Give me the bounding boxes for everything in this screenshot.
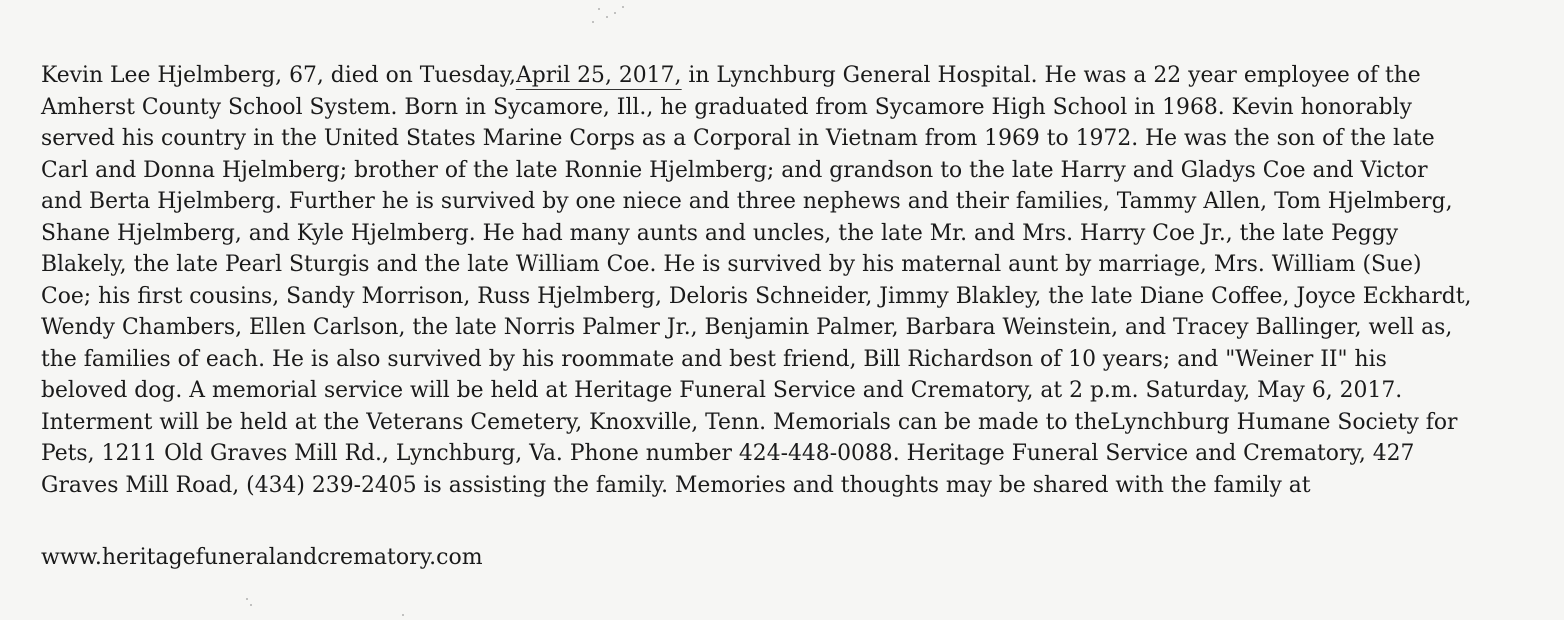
obituary-line: the families of each. He is also survived by his roommate and best friend, Bill Richardson of 10 years; and "Weiner II" his: [41, 346, 1387, 372]
obituary-line-start: Kevin Lee Hjelmberg, 67, died on Tuesday,: [41, 63, 516, 88]
scan-speck: [592, 21, 594, 23]
obituary-line: Wendy Chambers, Ellen Carlson, the late Norris Palmer Jr., Benjamin Palmer, Barbara Weinstein, and Tracey Ballinger, well as,: [41, 315, 1453, 340]
scan-speck: [250, 604, 252, 606]
obituary-line: Pets, 1211 Old Graves Mill Rd., Lynchburg, Va. Phone number 424-448-0088. Heritage Funeral Service and Crematory, 427: [41, 441, 1415, 466]
obituary-line: Coe; his first cousins, Sandy Morrison, Russ Hjelmberg, Deloris Schneider, Jimmy Blakley, the late Diane Coffee, Joyce Eckhardt,: [41, 283, 1472, 309]
obituary-line: Amherst County School System. Born in Sycamore, Ill., he graduated from Sycamore High School in 1968. Kevin honorably: [41, 94, 1412, 120]
cut-off-line: [41, 534, 741, 570]
obituary-line-end: in Lynchburg General Hospital. He was a 22 year employee of the: [681, 63, 1421, 88]
scan-speck: [606, 16, 608, 18]
cut-off-line-text: www.heritagefuneralandcrematory.com: [41, 545, 483, 570]
obituary-line: [41, 60, 1531, 92]
obituary-line: Interment will be held at the Veterans Cemetery, Knoxville, Tenn. Memorials can be made to theLynchburg Humane Society for: [41, 409, 1458, 435]
scan-speck: [246, 598, 248, 600]
obituary-line: Carl and Donna Hjelmberg; brother of the late Ronnie Hjelmberg; and grandson to the late Harry and Gladys Coe and Victor: [41, 157, 1428, 183]
underlined-date: April 25, 2017,: [515, 63, 682, 88]
obituary-line: served his country in the United States Marine Corps as a Corporal in Vietnam from 1969 to 1972. He was the son of the late: [41, 126, 1435, 151]
obituary-line: and Berta Hjelmberg. Further he is survived by one niece and three nephews and their families, Tammy Allen, Tom Hjelmberg,: [41, 189, 1453, 214]
obituary-line: Graves Mill Road, (434) 239-2405 is assisting the family. Memories and thoughts may be shared with the family at: [41, 472, 1311, 498]
scan-speck: [598, 8, 600, 10]
scan-speck: [402, 614, 404, 616]
obituary-line: Blakely, the late Pearl Sturgis and the late William Coe. He is survived by his maternal aunt by marriage, Mrs. William (Sue): [41, 252, 1422, 277]
scan-speck: [622, 6, 624, 8]
obituary-line: Shane Hjelmberg, and Kyle Hjelmberg. He had many aunts and uncles, the late Mr. and Mrs. Harry Coe Jr., the late Peggy: [41, 220, 1399, 246]
obituary-text: [41, 60, 1541, 546]
scan-speck: [614, 12, 616, 14]
obituary-line: beloved dog. A memorial service will be held at Heritage Funeral Service and Crematory, at 2 p.m. Saturday, May 6, 2017.: [41, 378, 1403, 403]
